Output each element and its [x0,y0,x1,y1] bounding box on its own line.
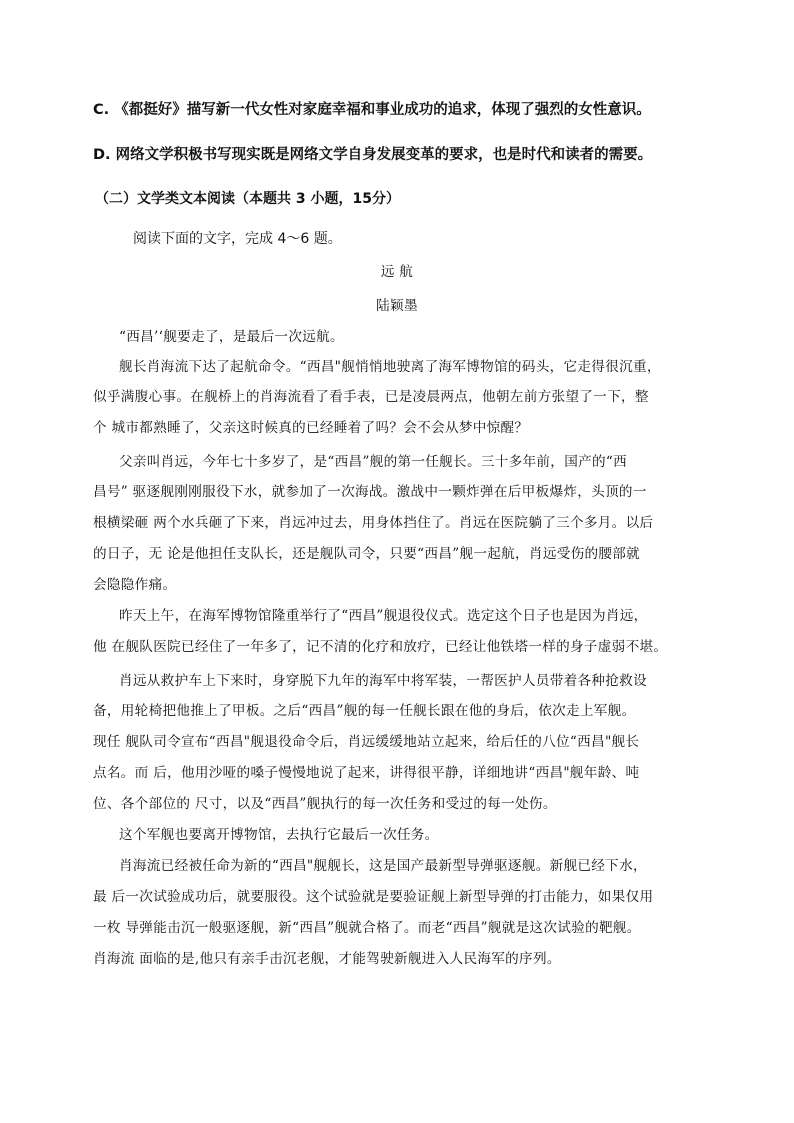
story-paragraph-line: 这个军舰也要离开博物馆，去执行它最后一次任务。 [119,827,439,843]
story-paragraph-line: 最 后一次试验成功后，就要服役。这个试验就是要验证舰上新型导弹的打击能力，如果仅用 [93,889,654,905]
story-paragraph-line: 位、各个部位的 尺寸，以及“西昌”舰执行的每一次任务和受过的每一处伤。 [93,796,557,812]
story-paragraph-line: 备，用轮椅把他推上了甲板。之后“西昌”舰的每一任舰长跟在他的身后，依次走上军舰。 [93,703,636,719]
story-paragraph-line: 根横梁砸 两个水兵砸了下来，肖远冲过去，用身体挡住了。肖远在医院躺了三个多月。以后 [93,515,654,531]
story-paragraph-line: 肖海流 面临的是,他只有亲手击沉老舰，才能驾驶新舰进入人民海军的序列。 [93,951,561,967]
section-heading: （二）文学类文本阅读（本题共 3 小题，15分） [95,191,400,207]
story-paragraph-line: “西昌’‘舰要走了，是最后一次远航。 [119,329,344,345]
story-paragraph-line: 肖远从救护车上下来时，身穿脱下九年的海军中将军装，一帮医护人员带着各种抢救设 [119,673,647,689]
story-paragraph-line: 点名。而 后，他用沙哑的嗓子慢慢地说了起来，讲得很平静，详细地讲“西昌"舰年龄、吨 [93,765,640,781]
story-title: 远 航 [380,264,414,280]
story-paragraph-line: 舰长肖海流下达了起航命令。“西昌"舰悄悄地驶离了海军博物馆的码头，它走得很沉重， [119,359,661,375]
story-author: 陆颖墨 [376,298,418,314]
story-paragraph-line: 现任 舰队司令宣布“西昌"舰退役命令后，肖远缓缓地站立起来，给后任的八位“西昌"舰长 [93,734,640,750]
story-paragraph-line: 昨天上午，在海军博物馆隆重举行了“西昌”舰退役仪式。选定这个日子也是因为肖远， [119,608,648,624]
reading-instruction: 阅读下面的文字，完成 4～6 题。 [133,231,342,247]
option-c: C. 《都挺好》描写新一代女性对家庭幸福和事业成功的追求，体现了强烈的女性意识。 [93,102,651,118]
story-paragraph-line: 个 城市都熟睡了，父亲这时候真的已经睡着了吗？会不会从梦中惊醒？ [93,420,529,436]
story-paragraph-line: 昌号” 驱逐舰刚刚服役下水，就参加了一次海战。激战中一颗炸弹在后甲板爆炸，头顶的一 [93,484,647,500]
story-paragraph-line: 似乎满腹心事。在舰桥上的肖海流看了看手表，已是凌晨两点，他朝左前方张望了一下，整 [93,389,649,405]
story-paragraph-line: 父亲叫肖远，今年七十多岁了，是“西昌”舰的第一任舰长。三十多年前，国产的“西 [119,454,628,470]
story-paragraph-line: 肖海流已经被任命为新的“西昌"舰舰长，这是国产最新型导弹驱逐舰。新舰已经下水， [119,858,647,874]
option-d: D. 网络文学积极书写现实既是网络文学自身发展变革的要求，也是时代和读者的需要。 [93,147,653,163]
story-paragraph-line: 会隐隐作痛。 [93,577,177,593]
story-paragraph-line: 的日子，无 论是他担任支队长，还是舰队司令，只要“西昌”舰一起航，肖远受伤的腰部就 [93,546,641,562]
story-paragraph-line: 一枚 导弹能击沉一般驱逐舰，新“西昌”舰就合格了。而老“西昌”舰就是这次试验的靶舰。 [93,920,641,936]
story-paragraph-line: 他 在舰队医院已经住了一年多了，记不清的化疗和放疗，已经让他铁塔一样的身子虚弱不堪。 [93,639,668,655]
